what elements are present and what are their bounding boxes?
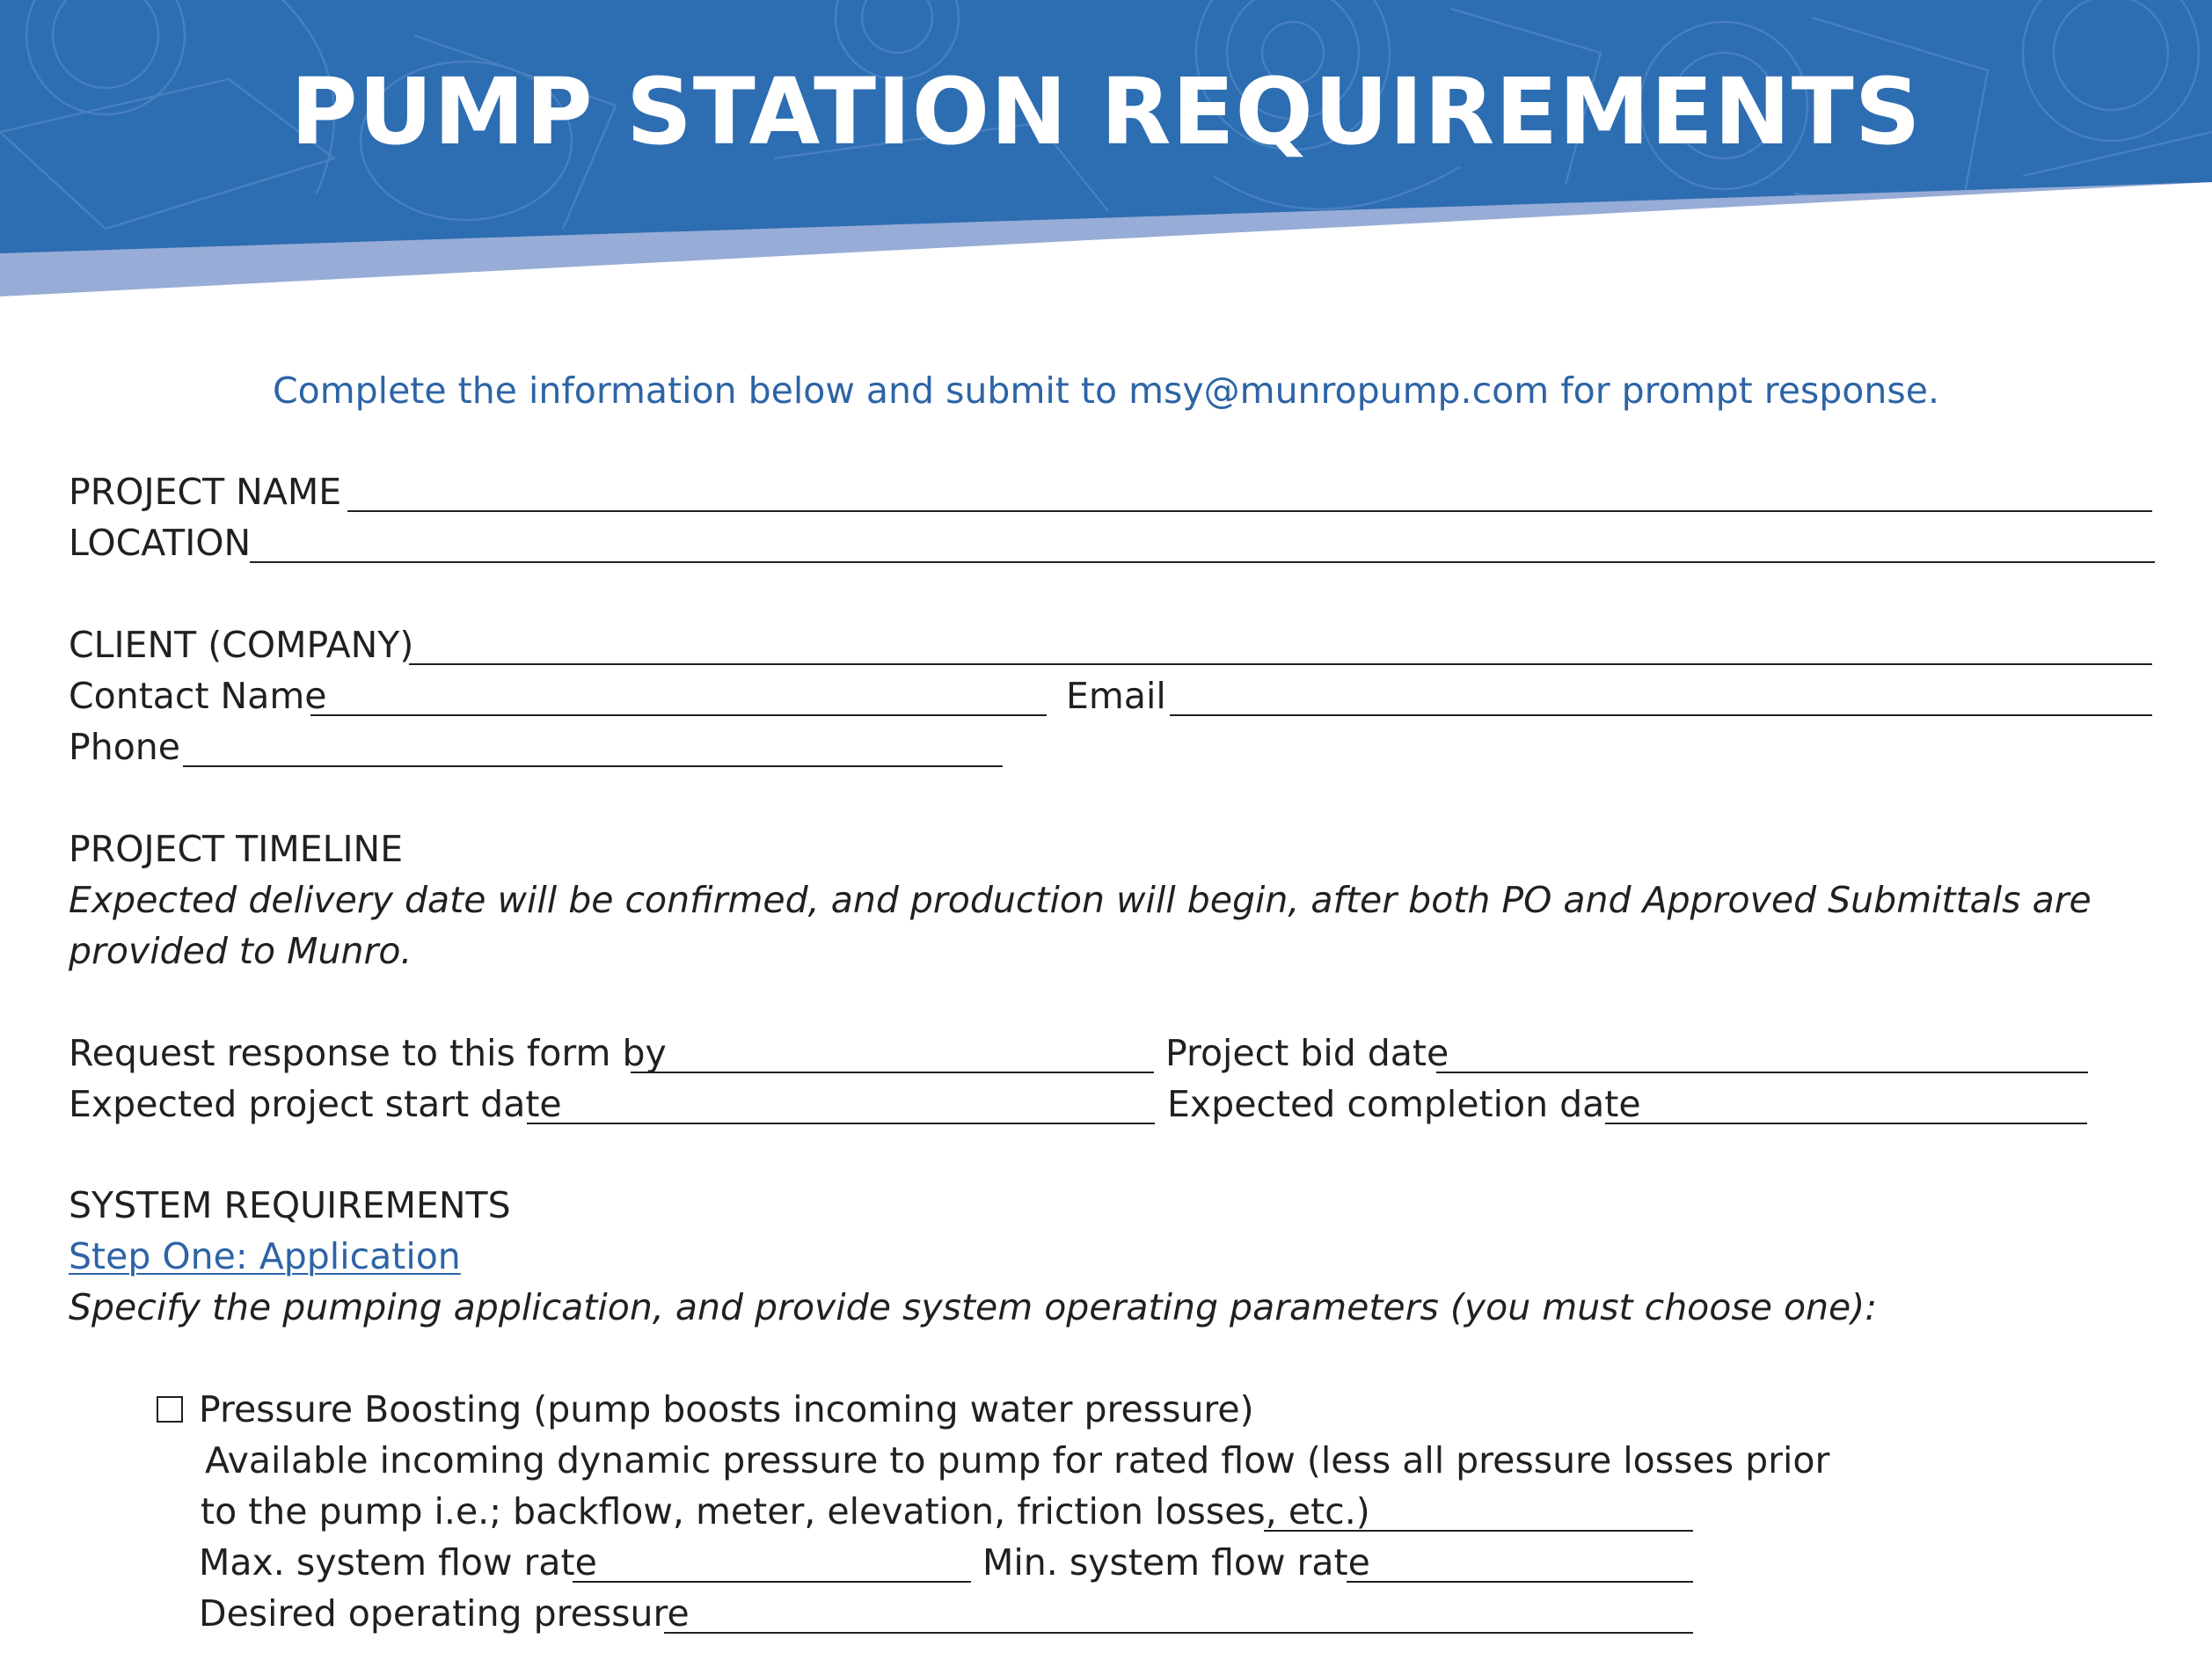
response-by-label: Request response to this form by	[69, 1032, 667, 1074]
contact-name-label: Contact Name	[69, 675, 327, 717]
incoming-pressure-field[interactable]	[1264, 1530, 1693, 1532]
bid-date-field[interactable]	[1436, 1072, 2088, 1073]
incoming-pressure-line-2: to the pump i.e.; backflow, meter, elevation, friction losses, etc.)	[201, 1490, 1370, 1533]
project-name-field[interactable]	[347, 510, 2152, 512]
bid-date-label: Project bid date	[1165, 1032, 1449, 1074]
operating-pressure-field[interactable]	[664, 1632, 1693, 1634]
system-requirements-heading: SYSTEM REQUIREMENTS	[69, 1184, 511, 1226]
phone-label: Phone	[69, 726, 181, 768]
location-label: LOCATION	[69, 522, 252, 564]
step-one-application-link[interactable]: Step One: Application	[69, 1235, 461, 1277]
email-field[interactable]	[1170, 714, 2152, 716]
project-name-label: PROJECT NAME	[69, 471, 342, 513]
project-timeline-heading: PROJECT TIMELINE	[69, 828, 404, 870]
application-instruction: Specify the pumping application, and provide system operating parameters (you must choose one):	[69, 1286, 1878, 1328]
email-label: Email	[1066, 675, 1166, 717]
pressure-boosting-checkbox[interactable]	[157, 1396, 183, 1423]
completion-date-label: Expected completion date	[1167, 1083, 1641, 1125]
page-title: PUMP STATION REQUIREMENTS	[290, 58, 1922, 165]
min-flow-label: Min. system flow rate	[982, 1541, 1370, 1584]
start-date-field[interactable]	[527, 1123, 1155, 1124]
location-field[interactable]	[250, 561, 2155, 563]
contact-name-field[interactable]	[310, 714, 1047, 716]
completion-date-field[interactable]	[1605, 1123, 2087, 1124]
timeline-note-line-1: Expected delivery date will be confirmed, and production will begin, after both PO and Approved Submittals are	[69, 879, 2092, 921]
operating-pressure-label: Desired operating pressure	[199, 1592, 690, 1635]
start-date-label: Expected project start date	[69, 1083, 562, 1125]
client-company-label: CLIENT (COMPANY)	[69, 624, 414, 666]
min-flow-field[interactable]	[1347, 1581, 1693, 1583]
incoming-pressure-line-1: Available incoming dynamic pressure to pump for rated flow (less all pressure losses prior	[205, 1439, 1830, 1481]
max-flow-label: Max. system flow rate	[199, 1541, 597, 1584]
client-company-field[interactable]	[409, 663, 2152, 665]
timeline-note-line-2: provided to Munro.	[69, 930, 412, 972]
response-by-field[interactable]	[631, 1072, 1154, 1073]
phone-field[interactable]	[183, 765, 1003, 767]
pressure-boosting-label: Pressure Boosting (pump boosts incoming water pressure)	[199, 1388, 1254, 1430]
intro-text: Complete the information below and submit to msy@munropump.com for prompt response.	[273, 369, 1939, 412]
max-flow-field[interactable]	[573, 1581, 971, 1583]
